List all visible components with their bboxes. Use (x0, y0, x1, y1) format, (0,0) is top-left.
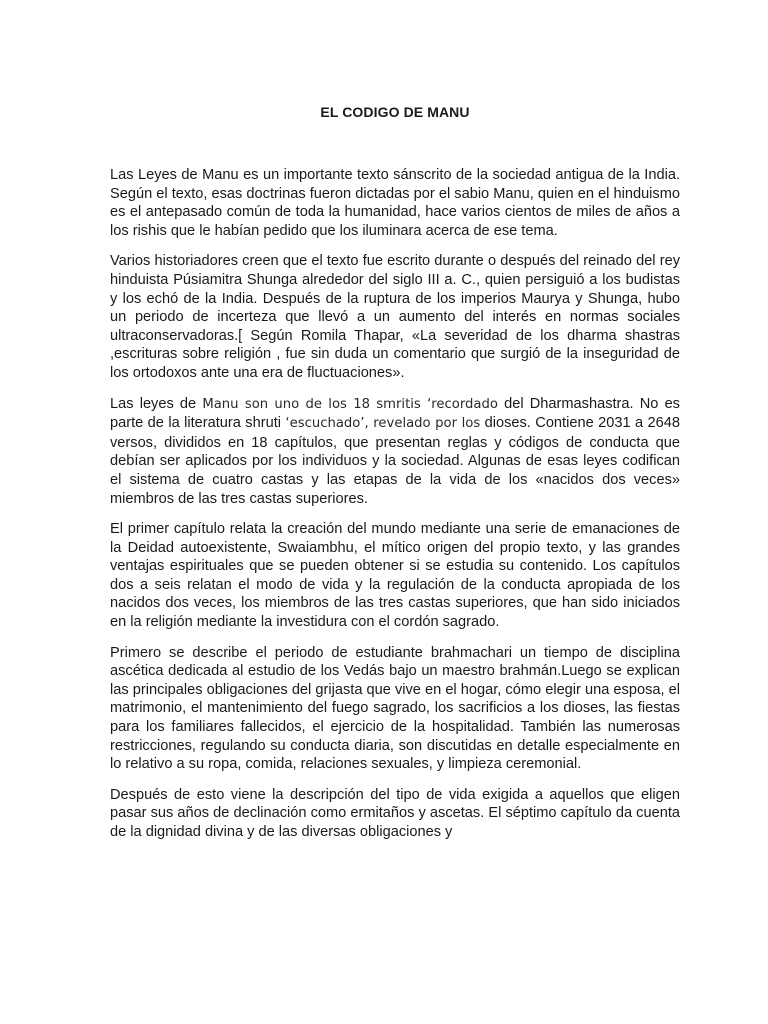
paragraph-1: Las Leyes de Manu es un importante texto sánscrito de la sociedad antigua de la India. Según el texto, esas doctrinas fueron dictadas por el sabio Manu, quien en el hinduismo es el antepasado común de toda la humanidad, hace varios cientos de miles de años a los rishis que le habían pedido que los iluminara acerca de ese tema. (110, 167, 680, 239)
paragraph-3-part-5: dioses. Contiene 2031 a 2648 versos, divididos en 18 capítulos, que presentan reglas y códigos de conducta que debían ser aplicados por los individuos y la sociedad. Algunas de esas leyes codifican el sistema de cuatro castas y las etapas de la vida de los «nacidos dos veces» miembros de las tres castas superiores. (110, 415, 681, 507)
document-title: EL CODIGO DE MANU (320, 104, 470, 120)
paragraph-3-part-3: del Dharmashastra. No es parte de la literatura shruti (110, 395, 680, 432)
paragraph-3 (110, 395, 680, 509)
paragraph-3-part-2: Manu son uno de los 18 smritis ‘recordado (202, 396, 498, 412)
paragraph-5: Primero se describe el periodo de estudiante brahmachari un tiempo de disciplina ascética dedicada al estudio de los Vedás bajo un maestro brahmán.Luego se explican las principales obligaciones del grijasta que vive en el hogar, cómo elegir una esposa, el matrimonio, el mantenimiento del fuego sagrado, los sacrificios a los dioses, las fiestas para los familiares fallecidos, el ejercicio de la hospitalidad. También las numerosas restricciones, regulando su conducta diaria, son discutidas en detalle especialmente en lo relativo a su ropa, comida, relaciones sexuales, y limpieza ceremonial. (110, 644, 680, 773)
paragraph-6: Después de esto viene la descripción del tipo de vida exigida a aquellos que eligen pasar sus años de declinación como ermitaños y ascetas. El séptimo capítulo da cuenta de la dignidad divina y de las diversas obligaciones y (110, 786, 680, 840)
paragraph-3-part-1: Las leyes de (110, 395, 203, 412)
paragraph-2: Varios historiadores creen que el texto fue escrito durante o después del reinado del rey hinduista Púsiamitra Shunga alrededor del siglo III a. C., quien persiguió a los budistas y los echó de la India. Después de la ruptura de los imperios Maurya y Shunga, hubo un periodo de incerteza que llevó a un aumento del interés en normas sociales ultraconservadoras.[ Según Romila Thapar, «La severidad de los dharma shastras ,escrituras sobre religión , fue sin duda un comentario que surgió de la inseguridad de los ortodoxos ante una era de fluctuaciones». (110, 253, 680, 381)
paragraph-3-part-4: ‘escuchado’, revelado por los (285, 416, 481, 432)
paragraph-4: El primer capítulo relata la creación del mundo mediante una serie de emanaciones de la Deidad autoexistente, Swaiambhu, el mítico origen del propio texto, y las grandes ventajas espirituales que se pueden obtener si se estudia su contenido. Los capítulos dos a seis relatan el modo de vida y la regulación de la conducta apropiada de los nacidos dos veces, los miembros de las tres castas superiores, que han sido iniciados en la religión mediante la investidura con el cordón sagrado. (110, 521, 680, 631)
